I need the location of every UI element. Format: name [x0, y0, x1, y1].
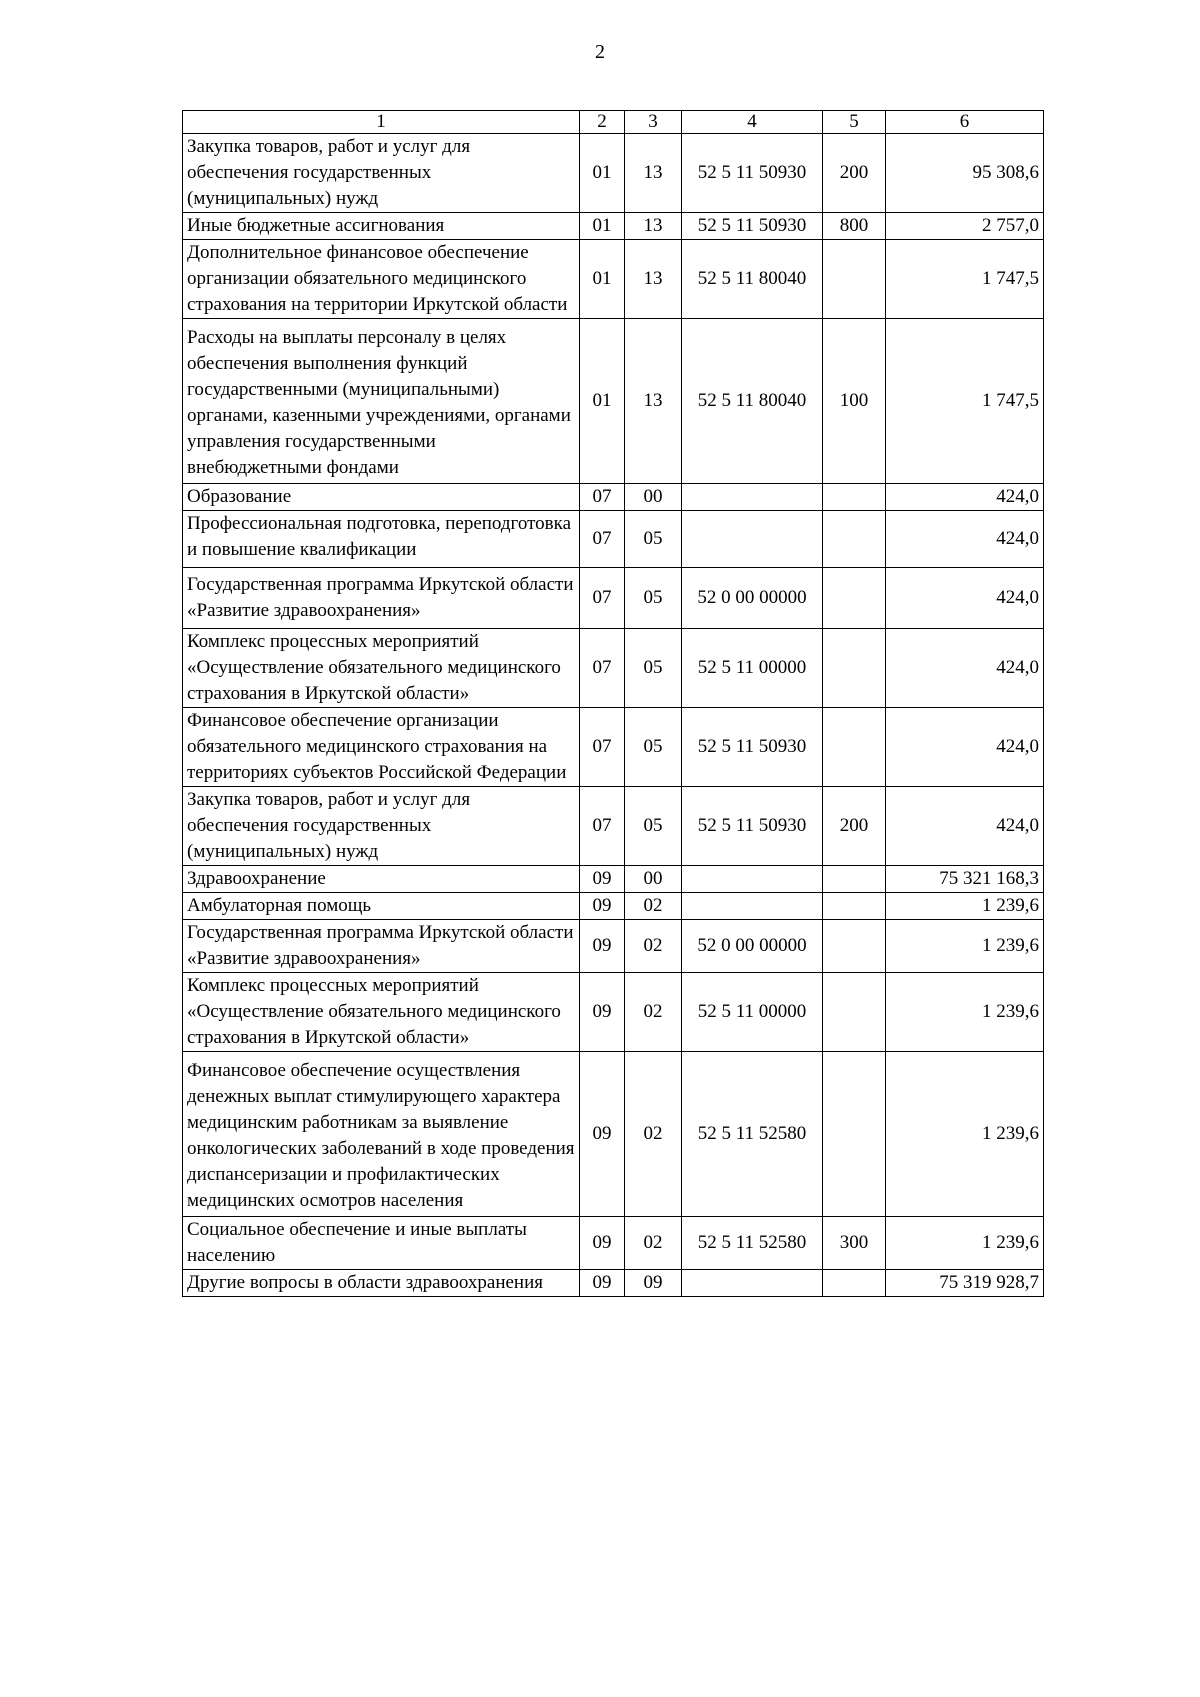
row-name: Иные бюджетные ассигнования	[183, 213, 580, 240]
row-name: Финансовое обеспечение осуществления денежных выплат стимулирующего характера медицинским работникам за выявление онкологических заболеваний в ходе проведения диспансеризации и профилактических медицинских осмотров населения	[183, 1052, 580, 1217]
table-row	[183, 1052, 1044, 1217]
row-expense-type	[823, 708, 886, 787]
row-name: Комплекс процессных мероприятий «Осуществление обязательного медицинского страхования в Иркутской области»	[183, 629, 580, 708]
row-target-article: 52 5 11 80040	[682, 319, 823, 484]
row-target-article: 52 0 00 00000	[682, 568, 823, 629]
row-amount: 1 239,6	[886, 1217, 1044, 1270]
row-name: Комплекс процессных мероприятий «Осуществление обязательного медицинского страхования в Иркутской области»	[183, 973, 580, 1052]
row-target-article: 52 5 11 00000	[682, 973, 823, 1052]
row-subsection: 09	[625, 1270, 682, 1297]
table-row	[183, 973, 1044, 1052]
page-number: 2	[595, 41, 605, 63]
table-row	[183, 866, 1044, 893]
row-expense-type	[823, 973, 886, 1052]
table-row	[183, 213, 1044, 240]
row-amount: 75 319 928,7	[886, 1270, 1044, 1297]
table-row	[183, 568, 1044, 629]
row-section: 09	[580, 1217, 625, 1270]
row-section: 09	[580, 1270, 625, 1297]
header-col-6: 6	[886, 111, 1044, 134]
row-target-article: 52 5 11 50930	[682, 213, 823, 240]
row-section: 07	[580, 484, 625, 511]
row-target-article: 52 5 11 52580	[682, 1217, 823, 1270]
row-subsection: 02	[625, 1052, 682, 1217]
table-row	[183, 134, 1044, 213]
row-name: Государственная программа Иркутской области «Развитие здравоохранения»	[183, 568, 580, 629]
row-amount: 95 308,6	[886, 134, 1044, 213]
row-section: 09	[580, 973, 625, 1052]
row-section: 01	[580, 213, 625, 240]
row-name: Закупка товаров, работ и услуг для обеспечения государственных (муниципальных) нужд	[183, 134, 580, 213]
row-target-article	[682, 893, 823, 920]
row-expense-type	[823, 866, 886, 893]
row-target-article: 52 0 00 00000	[682, 920, 823, 973]
row-expense-type	[823, 1270, 886, 1297]
table-row	[183, 484, 1044, 511]
row-amount: 1 239,6	[886, 920, 1044, 973]
row-name: Другие вопросы в области здравоохранения	[183, 1270, 580, 1297]
row-expense-type: 200	[823, 134, 886, 213]
header-col-5: 5	[823, 111, 886, 134]
row-target-article	[682, 484, 823, 511]
header-col-3: 3	[625, 111, 682, 134]
row-subsection: 05	[625, 787, 682, 866]
row-target-article: 52 5 11 50930	[682, 708, 823, 787]
row-expense-type: 200	[823, 787, 886, 866]
row-name: Закупка товаров, работ и услуг для обеспечения государственных (муниципальных) нужд	[183, 787, 580, 866]
row-expense-type	[823, 568, 886, 629]
row-subsection: 05	[625, 568, 682, 629]
row-target-article: 52 5 11 50930	[682, 134, 823, 213]
row-amount: 424,0	[886, 708, 1044, 787]
row-name: Профессиональная подготовка, переподготовка и повышение квалификации	[183, 511, 580, 568]
row-expense-type: 100	[823, 319, 886, 484]
budget-table	[182, 110, 1044, 1297]
row-amount: 424,0	[886, 484, 1044, 511]
row-subsection: 13	[625, 319, 682, 484]
table-row	[183, 708, 1044, 787]
row-section: 09	[580, 866, 625, 893]
header-row	[183, 111, 1044, 134]
row-name: Образование	[183, 484, 580, 511]
row-amount: 1 239,6	[886, 893, 1044, 920]
table-row	[183, 1270, 1044, 1297]
table-row	[183, 319, 1044, 484]
row-subsection: 05	[625, 511, 682, 568]
row-name: Здравоохранение	[183, 866, 580, 893]
table-row	[183, 240, 1044, 319]
row-expense-type: 300	[823, 1217, 886, 1270]
row-amount: 424,0	[886, 787, 1044, 866]
row-section: 09	[580, 920, 625, 973]
row-target-article: 52 5 11 50930	[682, 787, 823, 866]
row-amount: 1 747,5	[886, 240, 1044, 319]
row-subsection: 05	[625, 708, 682, 787]
row-target-article: 52 5 11 00000	[682, 629, 823, 708]
table-row	[183, 511, 1044, 568]
row-subsection: 02	[625, 893, 682, 920]
table-row	[183, 787, 1044, 866]
row-subsection: 05	[625, 629, 682, 708]
header-col-2: 2	[580, 111, 625, 134]
row-subsection: 13	[625, 134, 682, 213]
row-section: 01	[580, 319, 625, 484]
row-amount: 424,0	[886, 629, 1044, 708]
row-expense-type	[823, 920, 886, 973]
row-section: 07	[580, 629, 625, 708]
row-amount: 75 321 168,3	[886, 866, 1044, 893]
row-subsection: 00	[625, 866, 682, 893]
row-subsection: 02	[625, 973, 682, 1052]
row-name: Дополнительное финансовое обеспечение организации обязательного медицинского страхования на территории Иркутской области	[183, 240, 580, 319]
row-expense-type	[823, 240, 886, 319]
row-expense-type	[823, 629, 886, 708]
row-expense-type	[823, 484, 886, 511]
row-expense-type	[823, 1052, 886, 1217]
header-col-4: 4	[682, 111, 823, 134]
row-target-article: 52 5 11 52580	[682, 1052, 823, 1217]
row-section: 07	[580, 708, 625, 787]
row-name: Государственная программа Иркутской области «Развитие здравоохранения»	[183, 920, 580, 973]
table-row	[183, 893, 1044, 920]
row-section: 07	[580, 511, 625, 568]
header-col-1: 1	[183, 111, 580, 134]
row-expense-type	[823, 893, 886, 920]
row-subsection: 13	[625, 240, 682, 319]
row-section: 09	[580, 1052, 625, 1217]
row-expense-type	[823, 511, 886, 568]
row-target-article	[682, 1270, 823, 1297]
row-name: Финансовое обеспечение организации обязательного медицинского страхования на территориях субъектов Российской Федерации	[183, 708, 580, 787]
row-subsection: 02	[625, 1217, 682, 1270]
row-section: 09	[580, 893, 625, 920]
table-row	[183, 1217, 1044, 1270]
row-subsection: 13	[625, 213, 682, 240]
row-section: 01	[580, 134, 625, 213]
row-name: Амбулаторная помощь	[183, 893, 580, 920]
row-amount: 1 747,5	[886, 319, 1044, 484]
row-name: Расходы на выплаты персоналу в целях обеспечения выполнения функций государственными (муниципальными) органами, казенными учреждениями, органами управления государственными внебюджетными фондами	[183, 319, 580, 484]
row-section: 07	[580, 568, 625, 629]
row-amount: 1 239,6	[886, 1052, 1044, 1217]
row-amount: 1 239,6	[886, 973, 1044, 1052]
row-target-article	[682, 866, 823, 893]
row-amount: 424,0	[886, 568, 1044, 629]
row-section: 07	[580, 787, 625, 866]
row-expense-type: 800	[823, 213, 886, 240]
row-target-article	[682, 511, 823, 568]
table-row	[183, 920, 1044, 973]
row-section: 01	[580, 240, 625, 319]
row-amount: 424,0	[886, 511, 1044, 568]
row-subsection: 02	[625, 920, 682, 973]
row-amount: 2 757,0	[886, 213, 1044, 240]
table-row	[183, 629, 1044, 708]
row-subsection: 00	[625, 484, 682, 511]
row-name: Социальное обеспечение и иные выплаты населению	[183, 1217, 580, 1270]
row-target-article: 52 5 11 80040	[682, 240, 823, 319]
